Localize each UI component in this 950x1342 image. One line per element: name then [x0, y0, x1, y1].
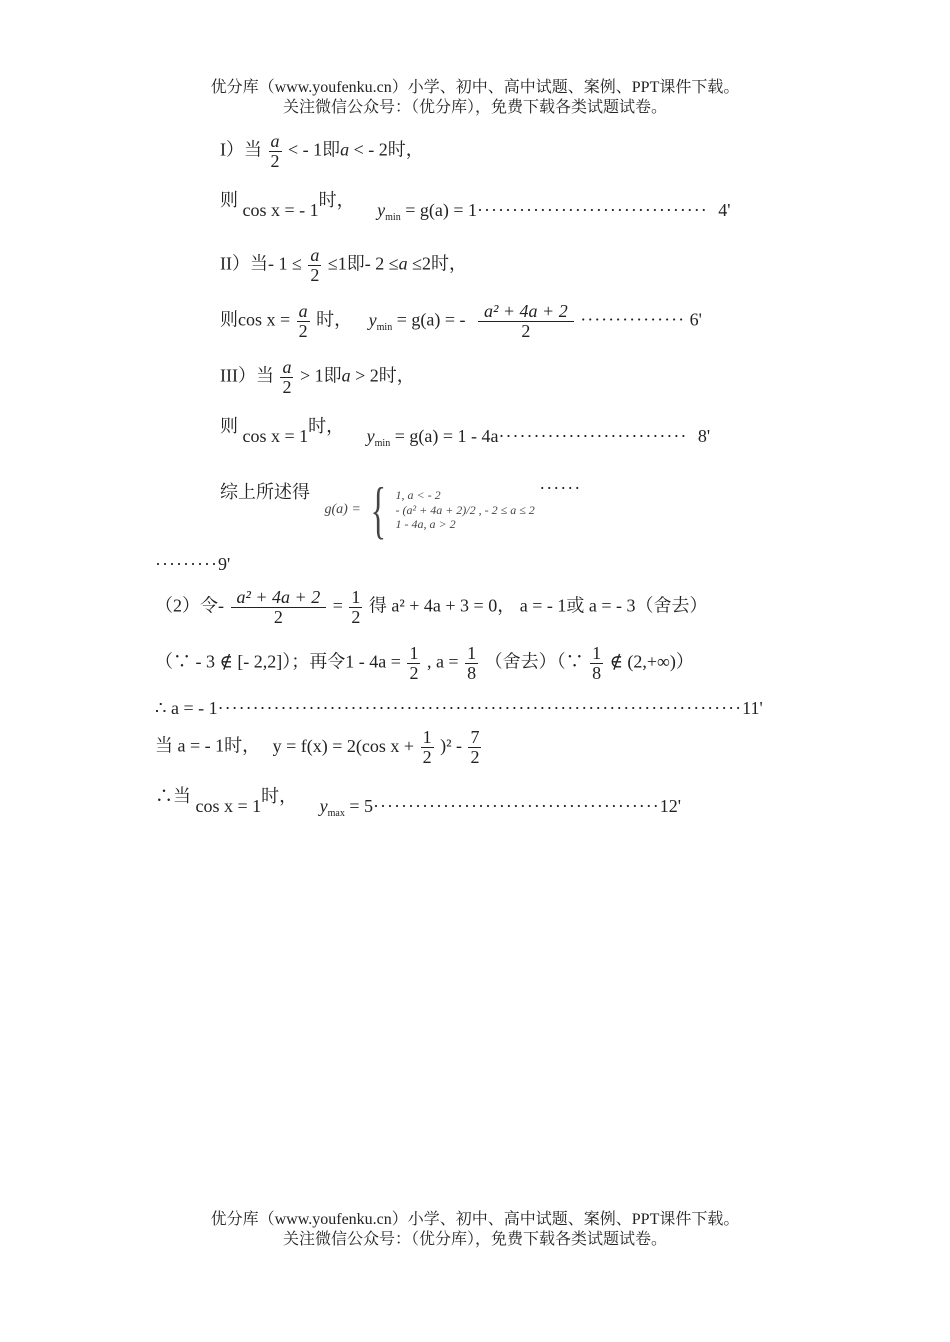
frac-den: 2: [422, 746, 432, 767]
frac-den: 2: [270, 150, 280, 171]
fraction: [269, 132, 282, 171]
shi: 时，: [308, 416, 345, 436]
var-a: a: [398, 253, 408, 274]
fraction: [468, 728, 481, 767]
footer-line-2: 关注微信公众号：（优分库），免费下载各类试题试卷。: [282, 1231, 667, 1248]
brace: {: [370, 474, 386, 545]
ymin-expr: = g(a) = -: [396, 309, 466, 330]
dots: ···············: [580, 309, 686, 330]
sub-min: min: [385, 212, 401, 223]
dots: ·········································: [373, 796, 660, 816]
then: 则: [220, 190, 238, 210]
frac-den: 8: [467, 662, 477, 683]
fraction: [308, 246, 321, 285]
page-footer: [0, 1210, 950, 1250]
fraction: [590, 644, 603, 683]
frac-den: 2: [310, 264, 320, 285]
score-mark: 4': [718, 200, 731, 220]
case-row-2: - (a² + 4a + 2)/2 , - 2 ≤ a ≤ 2: [395, 502, 535, 517]
score-mark: 6': [689, 309, 702, 330]
text: （2）令-: [155, 595, 224, 616]
text: （舍去）（∵: [484, 651, 584, 672]
cos-expr: cos x = - 1: [242, 200, 319, 220]
var-a: a: [341, 365, 351, 386]
y: y: [368, 309, 377, 330]
part2-line4: [155, 728, 483, 767]
frac-num: 1: [422, 727, 432, 747]
case-row-1: 1, a < - 2: [395, 488, 441, 503]
page-header: [0, 78, 950, 118]
case1-prefix: I）当: [220, 139, 262, 160]
case1-result: [220, 186, 731, 223]
score-mark: 11': [742, 698, 763, 718]
frac-num: a: [298, 301, 308, 321]
text: ∉ (2,+∞)）: [609, 651, 694, 672]
case1-cond2: < - 2时，: [353, 139, 424, 160]
fraction: [280, 358, 293, 397]
part2-line1: [155, 588, 707, 627]
case3-condition: [220, 358, 415, 397]
part2-line3: [155, 698, 763, 719]
frac-num: a: [310, 245, 320, 265]
text: , a =: [426, 651, 459, 672]
frac-num: 1: [467, 643, 477, 663]
case3-prefix: III）当: [220, 365, 274, 386]
frac-num: a: [282, 357, 292, 377]
part2-line2: [155, 644, 694, 683]
text: y = f(x) = 2(cos x +: [272, 735, 415, 756]
part2-line5: [155, 782, 682, 819]
text: a = - 1时，: [177, 735, 261, 756]
text: ∴当: [155, 786, 191, 806]
frac-den: 2: [521, 320, 531, 341]
frac-num: a² + 4a + 2: [231, 588, 327, 608]
case3-cond2: > 2时，: [355, 365, 415, 386]
dots: ···························: [498, 426, 688, 446]
header-line-1: 优分库（www.youfenku.cn）小学、初中、高中试题、案例、PPT课件下载。: [210, 79, 740, 96]
header-line-2: 关注微信公众号：（优分库），免费下载各类试题试卷。: [282, 99, 667, 116]
fraction: [297, 302, 310, 341]
text: a = - 1或: [519, 595, 585, 616]
score-mark: 9': [217, 554, 231, 574]
y: y: [377, 200, 386, 220]
frac-den: 2: [273, 606, 283, 627]
frac-num: 1: [351, 587, 361, 607]
y: y: [366, 426, 375, 446]
frac-den: 2: [409, 662, 419, 683]
fraction: [421, 728, 434, 767]
dots: ···········································································: [217, 698, 743, 718]
frac-num: 7: [470, 727, 480, 747]
g-of-a: g(a) =: [324, 502, 361, 517]
frac-num: a: [270, 131, 280, 151]
text: )² -: [440, 735, 462, 756]
sub-max: max: [327, 808, 345, 819]
case2-cond2: ≤2时，: [412, 253, 468, 274]
text: a² + 4a + 3 = 0，: [391, 595, 516, 616]
fraction: [478, 302, 574, 341]
cases: [396, 488, 535, 531]
case1-cond: < - 1即: [288, 139, 341, 160]
dots: ·········: [155, 554, 218, 574]
dots: ······: [539, 478, 582, 498]
frac-num: 1: [592, 643, 602, 663]
text: a = - 3（舍去）: [588, 595, 708, 616]
shi: 时，: [318, 190, 355, 210]
frac-den: 8: [592, 662, 602, 683]
frac-den: 2: [282, 376, 292, 397]
then-cos: 则cos x =: [220, 309, 291, 330]
footer-line-1: 优分库（www.youfenku.cn）小学、初中、高中试题、案例、PPT课件下载。: [210, 1211, 740, 1228]
case-row-3: 1 - 4a, a > 2: [395, 517, 456, 532]
dots: ·································: [476, 200, 708, 220]
y: y: [319, 796, 328, 816]
text: 得: [368, 595, 387, 616]
frac-num: 1: [409, 643, 419, 663]
score-mark: 12': [659, 796, 682, 816]
case2-prefix: II）当- 1 ≤: [220, 253, 302, 274]
summary-line: [220, 474, 582, 545]
case2-cond: ≤1即- 2 ≤: [327, 253, 399, 274]
text: 时，: [261, 786, 298, 806]
text: =: [332, 595, 343, 616]
case1-condition: [220, 132, 424, 171]
sub-min: min: [376, 321, 393, 333]
piecewise-function: [324, 474, 535, 545]
fraction: [349, 588, 362, 627]
text: 当: [155, 735, 173, 756]
case3-cond: > 1即: [299, 365, 342, 386]
var-a: a: [340, 139, 350, 160]
then: 则: [220, 416, 238, 436]
sub-min: min: [374, 438, 391, 449]
frac-num: a² + 4a + 2: [478, 302, 574, 322]
case2-condition: [220, 246, 467, 285]
frac-den: 2: [351, 606, 361, 627]
text: cos x = 1: [195, 796, 262, 816]
text: = 5: [349, 796, 374, 816]
text: ∴ a = - 1: [155, 698, 218, 718]
ymin-expr: = g(a) = 1: [405, 200, 477, 220]
frac-den: 2: [470, 746, 480, 767]
fraction: [407, 644, 420, 683]
summary-mark-line: [155, 554, 230, 575]
case2-result: [220, 302, 702, 341]
cos-expr: cos x = 1: [242, 426, 309, 446]
fraction: [465, 644, 478, 683]
shi: 时，: [316, 309, 353, 330]
frac-den: 2: [298, 320, 308, 341]
ymin-expr: = g(a) = 1 - 4a: [394, 426, 499, 446]
fraction: [231, 588, 327, 627]
score-mark: 8': [697, 426, 711, 446]
text: （∵ - 3 ∉ [- 2,2]）；再令1 - 4a =: [155, 651, 401, 672]
summary-text: 综上所述得: [220, 482, 310, 502]
case3-result: [220, 412, 711, 449]
